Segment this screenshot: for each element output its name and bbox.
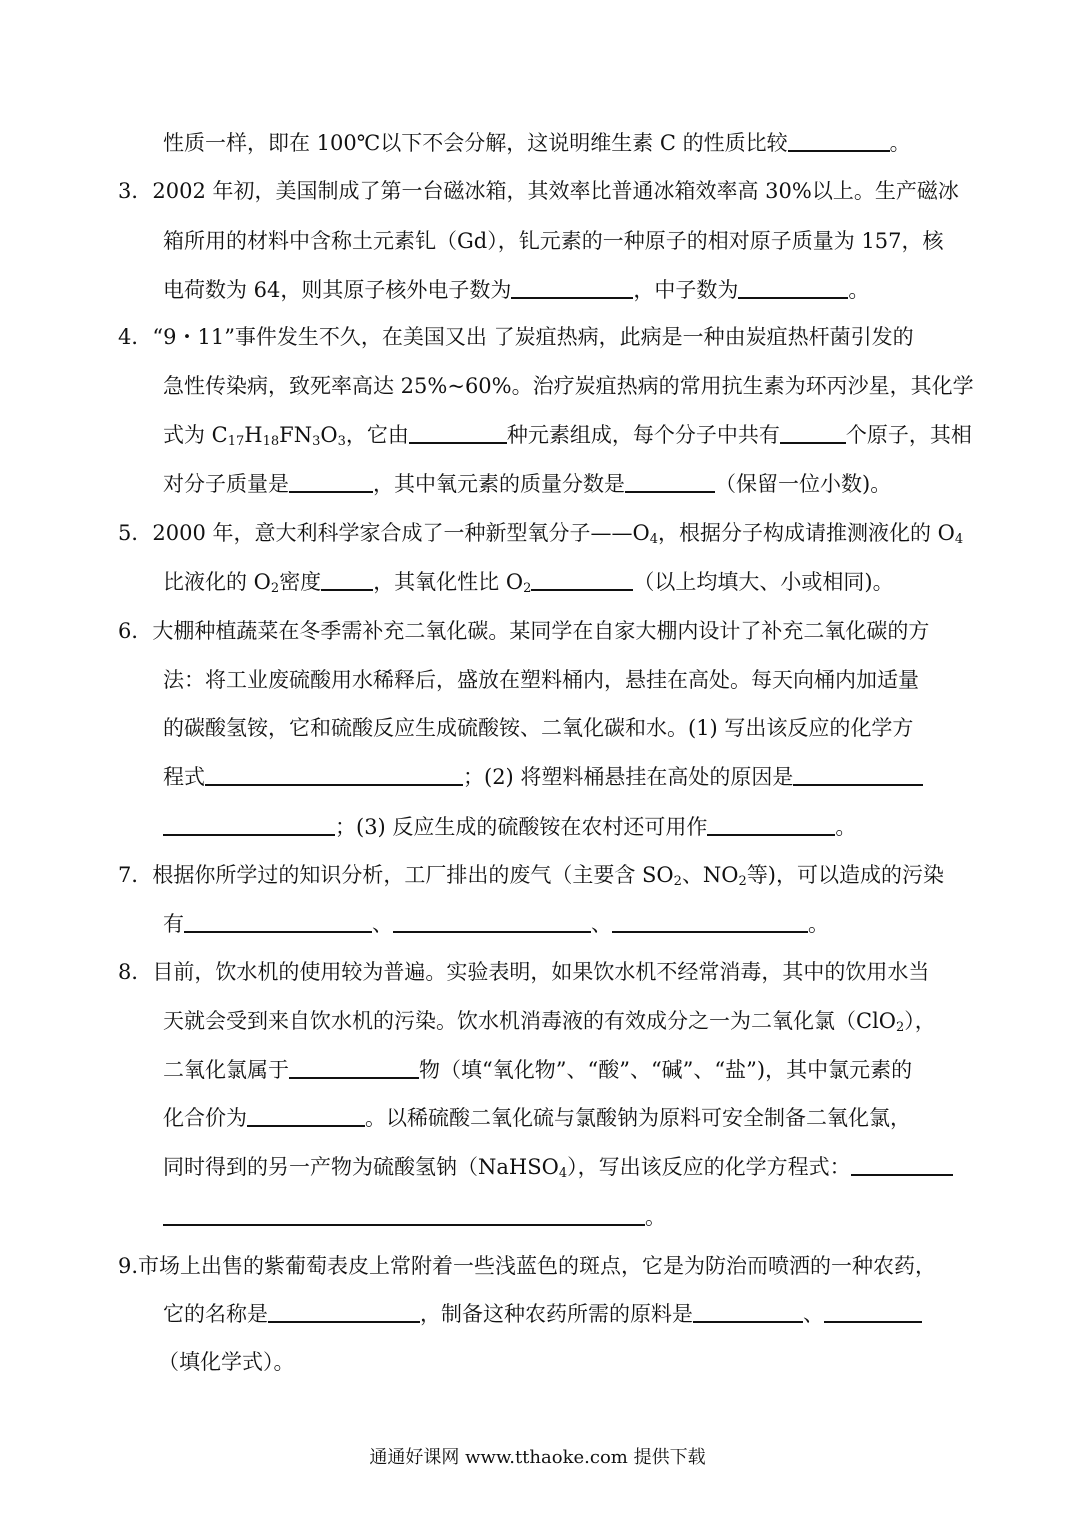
q9-line-3: [158, 1347, 295, 1377]
subscript: 2: [270, 581, 280, 596]
formula-text: H: [244, 423, 263, 447]
text: 根据你所学过的知识分析，工厂排出的废气（主要含 SO: [152, 863, 674, 887]
text: ），写出该反应的化学方程式：: [567, 1155, 851, 1179]
text: ，中子数为: [633, 278, 739, 302]
page-footer: 通通好课网 www.tthaoke.com 提供下载: [369, 1447, 706, 1468]
q4-line-1: [118, 322, 914, 352]
subscript: 4: [649, 532, 658, 547]
text: 、: [372, 912, 393, 936]
formula-text: FN: [279, 423, 313, 447]
pollution-blank-3[interactable]: [612, 909, 808, 933]
text: 的碳酸氢铵，它和硫酸反应生成硫酸铵、二氧化碳和水。(1) 写出该反应的化学方: [163, 716, 914, 740]
q6-line-1: [118, 616, 929, 646]
text: 物（填“氧化物”、“酸”、“碱”、“盐”)，其中氯元素的: [419, 1058, 913, 1082]
q9-line-2: [163, 1299, 922, 1329]
text: 比液化的 O: [163, 570, 271, 594]
reason-blank-2[interactable]: [163, 812, 335, 836]
usage-blank[interactable]: [707, 812, 835, 836]
equation-blank-2[interactable]: [163, 1202, 645, 1226]
question-number: 8．: [118, 960, 153, 984]
q3-line-1: [118, 176, 959, 206]
text: 。以稀硫酸二氧化硫与氯酸钠为原料可安全制备二氧化氯，: [365, 1106, 911, 1130]
question-number: 9.: [118, 1254, 139, 1278]
q4-line-4: [163, 469, 891, 499]
q2-line-1: [163, 128, 911, 158]
text: 。: [835, 815, 857, 839]
text: 2002 年初，美国制成了第一台磁冰箱，其效率比普通冰箱效率高 30%以上。生产磁冰: [152, 179, 959, 203]
text: 、NO: [681, 863, 739, 887]
text: ，它由: [345, 423, 409, 447]
classification-blank[interactable]: [289, 1055, 419, 1079]
text: 急性传染病，致死率高达 25%~60%。治疗炭疽热病的常用抗生素为环丙沙星，其化学: [163, 374, 974, 398]
text: 目前，饮水机的使用较为普遍。实验表明，如果饮水机不经常消毒，其中的饮用水当: [152, 960, 930, 984]
question-number: 4．: [118, 325, 153, 349]
text: 二氧化氯属于: [163, 1058, 289, 1082]
question-number: 7．: [118, 863, 153, 887]
text: 等)，可以造成的污染: [746, 863, 945, 887]
q6-line-2: [163, 665, 919, 695]
text: 有: [163, 912, 184, 936]
q4-line-3: [163, 420, 972, 450]
formula-text: O: [320, 423, 338, 447]
q4-line-2: [163, 371, 974, 401]
q7-line-2: [163, 909, 829, 939]
subscript: 3: [337, 434, 346, 449]
density-blank[interactable]: [321, 567, 373, 591]
question-number: 5．: [118, 521, 153, 545]
q3-line-3: [163, 275, 869, 305]
text: 性质一样，即在 100℃以下不会分解，这说明维生素 C 的性质比较: [163, 131, 788, 155]
text: 。: [889, 131, 911, 155]
text: 对分子质量是: [163, 472, 289, 496]
text: 同时得到的另一产物为硫酸氢钠（NaHSO: [163, 1155, 559, 1179]
text: 。: [848, 278, 870, 302]
oxidizing-blank[interactable]: [531, 567, 633, 591]
text: 、: [803, 1302, 824, 1326]
text: ），: [904, 1009, 936, 1033]
q8-line-6: [163, 1202, 666, 1232]
pollution-blank-1[interactable]: [184, 909, 372, 933]
q7-line-1: [118, 860, 944, 890]
subscript: 18: [262, 434, 280, 449]
text: 化合价为: [163, 1106, 247, 1130]
text: 种元素组成，每个分子中共有: [506, 423, 780, 447]
text: ；(2) 将塑料桶悬挂在高处的原因是: [463, 765, 794, 789]
q6-line-3: [163, 713, 913, 743]
text: 法：将工业废硫酸用水稀释后，盛放在塑料桶内，悬挂在高处。每天向桶内加适量: [163, 668, 919, 692]
q8-line-3: [163, 1055, 912, 1085]
formula-text: 式为 C: [163, 423, 228, 447]
subscript: 2: [896, 1020, 905, 1035]
text: 2000 年，意大利科学家合成了一种新型氧分子——O: [152, 521, 650, 545]
text: （以上均填大、小或相同)。: [633, 570, 894, 594]
text: （保留一位小数)。: [715, 472, 892, 496]
text: 箱所用的材料中含称土元素钆（Gd），钆元素的一种原子的相对原子质量为 157，核: [163, 229, 944, 253]
text: 它的名称是: [163, 1302, 268, 1326]
q9-line-1: [118, 1251, 936, 1281]
answer-blank[interactable]: [788, 128, 890, 152]
q8-line-2: [163, 1006, 936, 1036]
text: ，制备这种农药所需的原料是: [420, 1302, 693, 1326]
text: 电荷数为 64，则其原子核外电子数为: [163, 278, 512, 302]
oxygen-fraction-blank[interactable]: [625, 469, 715, 493]
pollution-blank-2[interactable]: [393, 909, 591, 933]
q8-line-5: [163, 1152, 953, 1182]
valence-blank[interactable]: [247, 1103, 365, 1127]
raw-material-blank-1[interactable]: [693, 1299, 803, 1323]
atom-count-blank[interactable]: [780, 420, 846, 444]
subscript: 4: [558, 1166, 568, 1181]
subscript: 2: [673, 874, 682, 889]
text: ，其中氧元素的质量分数是: [373, 472, 625, 496]
q6-line-5: [163, 812, 856, 842]
text: ，其氧化性比 O: [373, 570, 524, 594]
equation-blank-1[interactable]: [851, 1152, 953, 1176]
subscript: 17: [227, 434, 245, 449]
q6-line-4: [163, 762, 923, 792]
equation-blank[interactable]: [205, 762, 463, 786]
text: 天就会受到来自饮水机的污染。饮水机消毒液的有效成分之一为二氧化氯（ClO: [163, 1009, 896, 1033]
subscript: 2: [523, 581, 532, 596]
raw-material-blank-2[interactable]: [824, 1299, 922, 1323]
question-number: 3．: [118, 179, 153, 203]
text: 。: [645, 1205, 666, 1229]
reason-blank-1[interactable]: [793, 762, 923, 786]
text: 大棚种植蔬菜在冬季需补充二氧化碳。某同学在自家大棚内设计了补充二氧化碳的方: [152, 619, 930, 643]
subscript: 4: [954, 532, 964, 547]
pesticide-name-blank[interactable]: [268, 1299, 420, 1323]
text: （填化学式）。: [158, 1350, 295, 1374]
q8-line-1: [118, 957, 929, 987]
molecular-mass-blank[interactable]: [289, 469, 373, 493]
text: ，根据分子构成请推测液化的 O: [658, 521, 955, 545]
q5-line-1: [118, 518, 963, 548]
text: 个原子，其相: [845, 423, 972, 447]
subscript: 2: [738, 874, 747, 889]
question-number: 6．: [118, 619, 153, 643]
q8-line-4: [163, 1103, 911, 1133]
electron-count-blank[interactable]: [511, 275, 633, 299]
element-count-blank[interactable]: [409, 420, 507, 444]
neutron-count-blank[interactable]: [738, 275, 848, 299]
subscript: 3: [312, 434, 321, 449]
q5-line-2: [163, 567, 894, 597]
text: 、: [591, 912, 612, 936]
text: 程式: [163, 765, 205, 789]
text: 。: [808, 912, 829, 936]
text: “9・11”事件发生不久，在美国又出 了炭疽热病，此病是一种由炭疽热杆菌引发的: [152, 325, 914, 349]
text: 市场上出售的紫葡萄表皮上常附着一些浅蓝色的斑点，它是为防治而喷洒的一种农药，: [138, 1254, 937, 1278]
text: ；(3) 反应生成的硫酸铵在农村还可用作: [335, 815, 708, 839]
q3-line-2: [163, 226, 943, 256]
text: 密度: [279, 570, 322, 594]
